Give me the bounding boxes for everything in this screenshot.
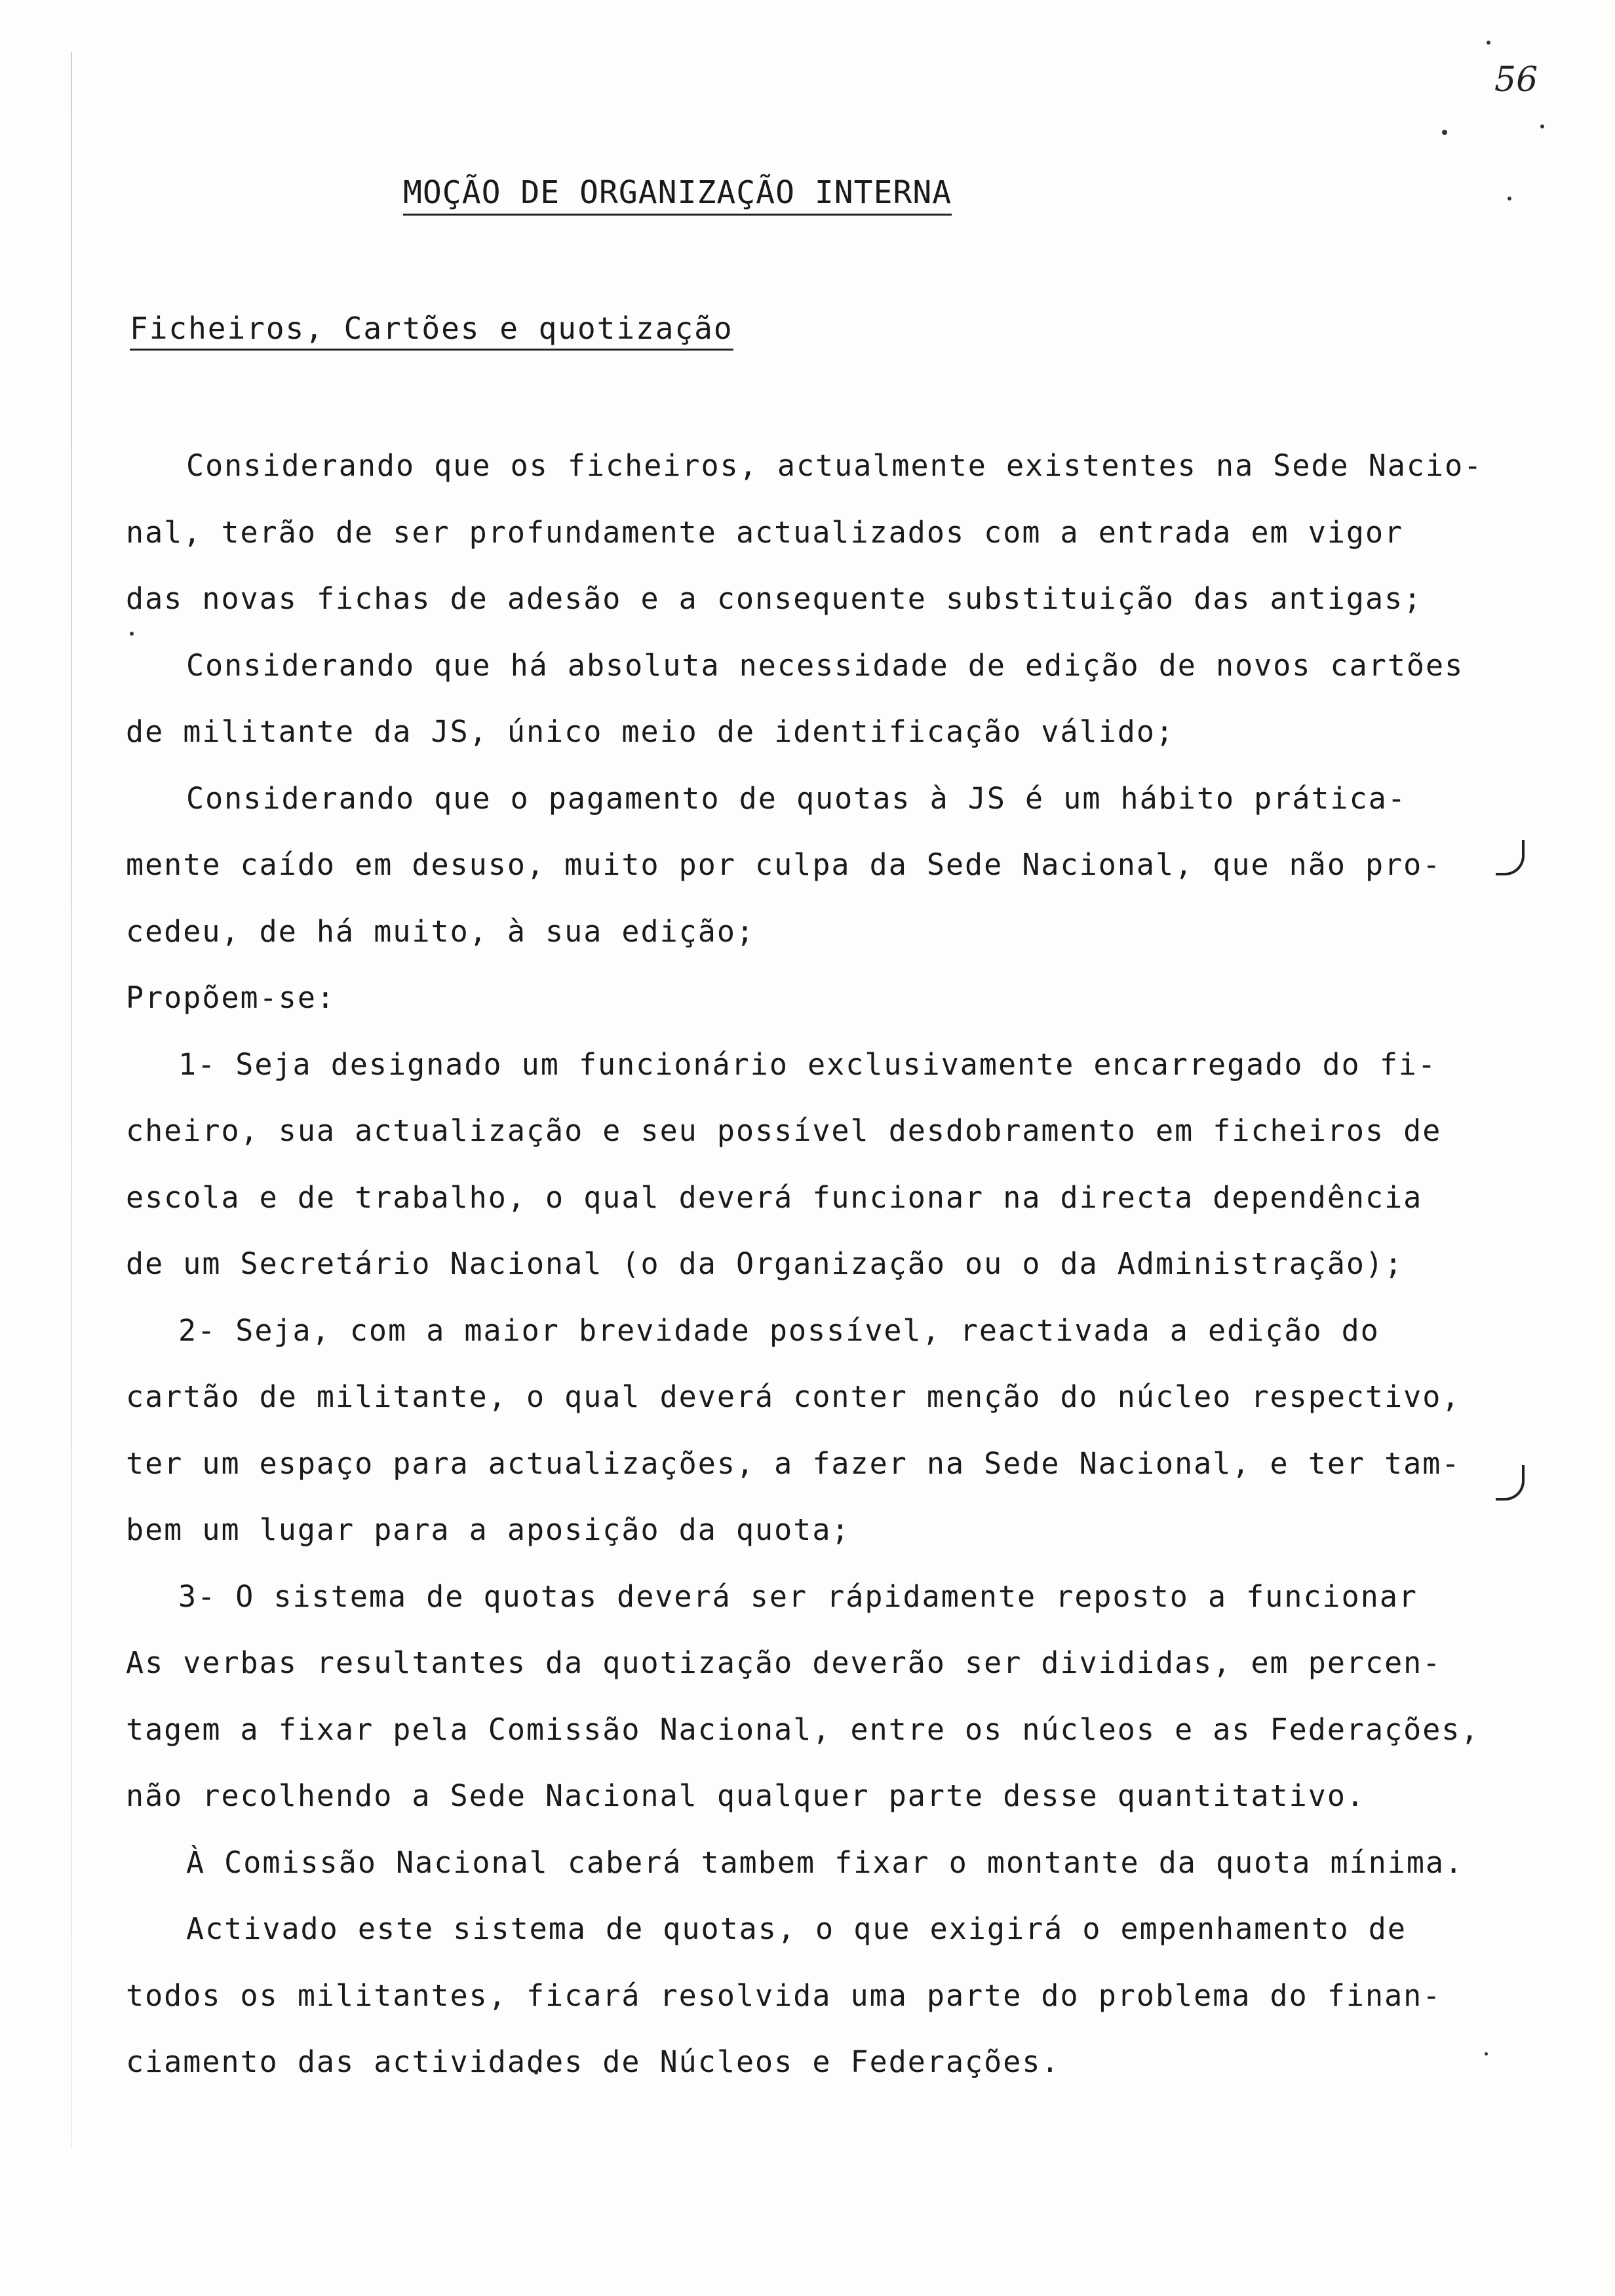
document-body: [126, 432, 1535, 2095]
text-line: Considerando que há absoluta necessidade de edição de novos cartões: [186, 647, 1464, 683]
text-line: das novas fichas de adesão e a consequente substituição das antigas;: [126, 581, 1423, 616]
page-number: 56: [1494, 60, 1538, 100]
ink-speck: [1487, 41, 1490, 45]
text-line: Considerando que os ficheiros, actualmente existentes na Sede Nacio-: [186, 448, 1483, 483]
ink-speck: [1442, 130, 1447, 135]
text-line: escola e de trabalho, o qual deverá funcionar na directa dependência: [126, 1179, 1423, 1215]
text-line: ter um espaço para actualizações, a fazer na Sede Nacional, e ter tam-: [126, 1445, 1461, 1481]
text-line: cheiro, sua actualização e seu possível desdobramento em ficheiros de: [126, 1113, 1442, 1148]
text-line: 1- Seja designado um funcionário exclusivamente encarregado do fi-: [178, 1046, 1437, 1082]
text-line: 3- O sistema de quotas deverá ser rápidamente reposto a funcionar: [178, 1578, 1418, 1614]
text-line: bem um lugar para a aposição da quota;: [126, 1512, 851, 1547]
text-line: ciamento das actividades de Núcleos e Federações.: [126, 2044, 1060, 2079]
ink-speck: [1508, 197, 1511, 201]
text-line: cartão de militante, o qual deverá conter menção do núcleo respectivo,: [126, 1379, 1461, 1414]
text-line: nal, terão de ser profundamente actualizados com a entrada em vigor: [126, 514, 1404, 550]
document-title: MOÇÃO DE ORGANIZAÇÃO INTERNA: [403, 172, 952, 216]
text-line: todos os militantes, ficará resolvida uma parte do problema do finan-: [126, 1978, 1442, 2013]
text-line: 2- Seja, com a maior brevidade possível, reactivada a edição do: [178, 1312, 1380, 1348]
text-line: Activado este sistema de quotas, o que exigirá o empenhamento de: [186, 1911, 1407, 1946]
text-line: não recolhendo a Sede Nacional qualquer parte desse quantitativo.: [126, 1778, 1365, 1813]
text-line: mente caído em desuso, muito por culpa da Sede Nacional, que não pro-: [126, 847, 1442, 882]
text-line: As verbas resultantes da quotização deverão ser divididas, em percen-: [126, 1645, 1442, 1680]
text-line: de um Secretário Nacional (o da Organização ou o da Administração);: [126, 1246, 1404, 1281]
left-margin-line: [71, 52, 72, 2149]
text-line: Propõem-se:: [126, 980, 336, 1015]
text-line: tagem a fixar pela Comissão Nacional, entre os núcleos e as Federações,: [126, 1712, 1480, 1747]
ink-speck: [1540, 124, 1544, 128]
text-line: Considerando que o pagamento de quotas à JS é um hábito prática-: [186, 780, 1407, 816]
section-heading: Ficheiros, Cartões e quotização: [130, 308, 733, 351]
text-line: de militante da JS, único meio de identificação válido;: [126, 714, 1175, 749]
text-line: À Comissão Nacional caberá tambem fixar o montante da quota mínima.: [186, 1845, 1464, 1880]
text-line: cedeu, de há muito, à sua edição;: [126, 913, 756, 949]
